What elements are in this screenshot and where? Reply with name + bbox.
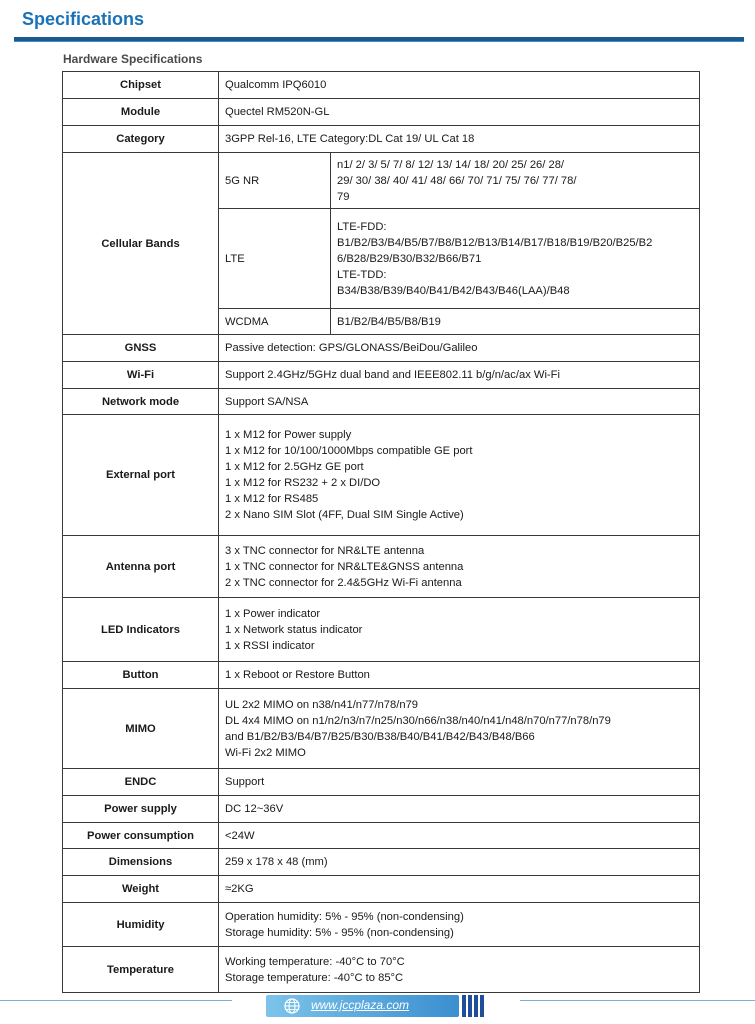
spec-value: 1 x Power indicator 1 x Network status indicator 1 x RSSI indicator: [219, 598, 700, 662]
spec-label: Category: [63, 126, 219, 153]
spec-row-network-mode: [63, 389, 700, 415]
footer-divider-right: [520, 1000, 755, 1001]
band-type-label: 5G NR: [219, 153, 331, 209]
spec-value: Support SA/NSA: [219, 389, 700, 415]
band-list: n1/ 2/ 3/ 5/ 7/ 8/ 12/ 13/ 14/ 18/ 20/ 25/ 26/ 28/ 29/ 30/ 38/ 40/ 41/ 48/ 66/ 70/ 71/ 75/ 76/ 77/ 78/ 79: [331, 153, 700, 209]
spec-value: Operation humidity: 5% - 95% (non-condensing) Storage humidity: 5% - 95% (non-condensing): [219, 903, 700, 947]
spec-value: Qualcomm IPQ6010: [219, 72, 700, 99]
spec-row-power-supply: [63, 796, 700, 823]
spec-label: GNSS: [63, 335, 219, 362]
spec-value: 3 x TNC connector for NR&LTE antenna 1 x TNC connector for NR&LTE&GNSS antenna 2 x TNC connector for 2.4&5GHz Wi-Fi antenna: [219, 536, 700, 598]
spec-value: ≈2KG: [219, 876, 700, 903]
spec-row-gnss: [63, 335, 700, 362]
spec-table: [62, 71, 700, 993]
spec-label: Chipset: [63, 72, 219, 99]
page-title: Specifications: [22, 9, 145, 29]
spec-label: Antenna port: [63, 536, 219, 598]
spec-value: Support 2.4GHz/5GHz dual band and IEEE802.11 b/g/n/ac/ax Wi-Fi: [219, 362, 700, 389]
spec-row-power-consumption: [63, 823, 700, 849]
spec-row-weight: [63, 876, 700, 903]
spec-value: Support: [219, 769, 700, 796]
spec-value: 1 x M12 for Power supply 1 x M12 for 10/100/1000Mbps compatible GE port 1 x M12 for 2.5GHz GE port 1 x M12 for RS232 + 2 x DI/DO 1 x M12 for RS485 2 x Nano SIM Slot (4FF, Dual SIM Single Active): [219, 415, 700, 536]
spec-value: Working temperature: -40°C to 70°C Storage temperature: -40°C to 85°C: [219, 947, 700, 993]
section-title: Hardware Specifications: [63, 52, 203, 66]
spec-row-dimensions: [63, 849, 700, 876]
spec-row-module: [63, 99, 700, 126]
band-list: B1/B2/B4/B5/B8/B19: [331, 309, 700, 335]
spec-label: MIMO: [63, 689, 219, 769]
spec-label: Weight: [63, 876, 219, 903]
spec-row-5g-nr: [63, 153, 700, 209]
spec-label: Temperature: [63, 947, 219, 993]
spec-value: <24W: [219, 823, 700, 849]
spec-label: Module: [63, 99, 219, 126]
website-link[interactable]: www.jccplaza.com: [311, 998, 410, 1012]
spec-label: Power consumption: [63, 823, 219, 849]
spec-label: Power supply: [63, 796, 219, 823]
spec-label: External port: [63, 415, 219, 536]
footer-divider-left: [0, 1000, 232, 1001]
spec-label: Dimensions: [63, 849, 219, 876]
spec-row-antenna-port: [63, 536, 700, 598]
spec-row-button: [63, 662, 700, 689]
band-type-label: LTE: [219, 209, 331, 309]
spec-value: Quectel RM520N-GL: [219, 99, 700, 126]
spec-value: DC 12~36V: [219, 796, 700, 823]
band-list: LTE-FDD: B1/B2/B3/B4/B5/B7/B8/B12/B13/B14/B17/B18/B19/B20/B25/B2 6/B28/B29/B30/B32/B66/B71 LTE-TDD: B34/B38/B39/B40/B41/B42/B43/B46(LAA)/B48: [331, 209, 700, 309]
spec-value: 3GPP Rel-16, LTE Category:DL Cat 19/ UL Cat 18: [219, 126, 700, 153]
spec-label: Wi-Fi: [63, 362, 219, 389]
band-type-label: WCDMA: [219, 309, 331, 335]
spec-row-temperature: [63, 947, 700, 993]
spec-row-led-indicators: [63, 598, 700, 662]
title-divider: [14, 37, 744, 42]
spec-label: Network mode: [63, 389, 219, 415]
spec-row-external-port: [63, 415, 700, 536]
spec-value: 259 x 178 x 48 (mm): [219, 849, 700, 876]
spec-row-humidity: [63, 903, 700, 947]
spec-row-wifi: [63, 362, 700, 389]
spec-label: Humidity: [63, 903, 219, 947]
spec-row-chipset: [63, 72, 700, 99]
spec-label: Cellular Bands: [63, 153, 219, 335]
spec-value: Passive detection: GPS/GLONASS/BeiDou/Galileo: [219, 335, 700, 362]
spec-value: UL 2x2 MIMO on n38/n41/n77/n78/n79 DL 4x4 MIMO on n1/n2/n3/n7/n25/n30/n66/n38/n40/n41/n48/n70/n77/n78/n79 and B1/B2/B3/B4/B7/B25/B30/B38/B40/B41/B42/B43/B48/B66 Wi-Fi 2x2 MIMO: [219, 689, 700, 769]
spec-label: Button: [63, 662, 219, 689]
footer-stripes: [462, 995, 484, 1017]
spec-label: ENDC: [63, 769, 219, 796]
spec-row-endc: [63, 769, 700, 796]
spec-label: LED Indicators: [63, 598, 219, 662]
spec-row-category: [63, 126, 700, 153]
spec-row-mimo: [63, 689, 700, 769]
globe-icon: [283, 997, 301, 1015]
spec-value: 1 x Reboot or Restore Button: [219, 662, 700, 689]
